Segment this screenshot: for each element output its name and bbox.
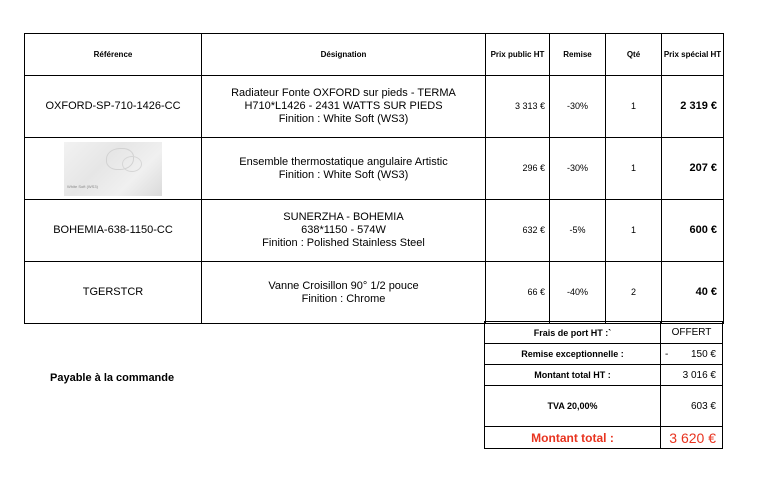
minus-sign: - [665, 348, 669, 360]
designation-line: H710*L1426 - 2431 WATTS SUR PIEDS [244, 100, 443, 112]
reference-cell: OXFORD-SP-710-1426-CC [25, 76, 202, 138]
header-reference: Référence [25, 34, 202, 76]
designation-cell [202, 200, 486, 262]
designation-line: Finition : White Soft (WS3) [278, 113, 409, 125]
public-price-cell: 66 € [486, 262, 550, 324]
header-special-price: Prix spécial HT [662, 34, 724, 76]
designation-line: Vanne Croisillon 90° 1/2 pouce [268, 279, 419, 292]
shipping-row [485, 322, 723, 344]
totals-table [484, 321, 723, 449]
vat-label: TVA 20,00% [485, 386, 661, 427]
special-price-cell: 40 € [662, 262, 724, 324]
table-row [25, 138, 724, 200]
designation-line: Radiateur Fonte OXFORD sur pieds - TERMA [231, 87, 456, 99]
exceptional-discount-row [485, 344, 723, 365]
grand-total-row [485, 427, 723, 449]
qty-cell: 1 [606, 138, 662, 200]
table-row [25, 200, 724, 262]
designation-line: SUNERZHA - BOHEMIA [283, 211, 404, 223]
shipping-label: Frais de port HT :` [485, 322, 661, 344]
designation-cell [202, 262, 486, 324]
grand-total-value: 3 620 € [661, 427, 723, 449]
public-price-cell: 296 € [486, 138, 550, 200]
header-designation: Désignation [202, 34, 486, 76]
quote-table [24, 33, 724, 324]
designation-line: Finition : White Soft (WS3) [278, 168, 409, 181]
product-image [64, 142, 162, 196]
designation-line: Finition : Polished Stainless Steel [262, 237, 425, 249]
public-price-cell: 3 313 € [486, 76, 550, 138]
qty-cell: 2 [606, 262, 662, 324]
designation-line: Ensemble thermostatique angulaire Artistic [239, 155, 448, 168]
payable-note: Payable à la commande [50, 372, 175, 384]
designation-line: 638*1150 - 574W [301, 224, 386, 236]
exceptional-discount-label: Remise exceptionnelle : [485, 344, 661, 365]
header-qty: Qté [606, 34, 662, 76]
vat-row [485, 386, 723, 427]
image-caption: White Soft (WS3) [67, 183, 98, 189]
table-row [25, 262, 724, 324]
designation-cell [202, 76, 486, 138]
reference-cell: TGERSTCR [25, 262, 202, 324]
shipping-value: OFFERT [661, 322, 723, 344]
exceptional-discount-value: 150 € [690, 348, 716, 360]
discount-cell: -30% [550, 138, 606, 200]
header-public-price: Prix public HT [486, 34, 550, 76]
table-row [25, 76, 724, 138]
discount-cell: -40% [550, 262, 606, 324]
discount-cell: -5% [550, 200, 606, 262]
total-ht-value: 3 016 € [661, 365, 723, 386]
special-price-cell: 207 € [662, 138, 724, 200]
special-price-cell: 600 € [662, 200, 724, 262]
vat-value: 603 € [661, 386, 723, 427]
total-ht-row [485, 365, 723, 386]
qty-cell: 1 [606, 76, 662, 138]
qty-cell: 1 [606, 200, 662, 262]
ornament-shape [122, 156, 142, 172]
designation-cell [202, 138, 486, 200]
header-discount: Remise [550, 34, 606, 76]
product-image-cell [25, 138, 202, 200]
exceptional-discount-cell [661, 344, 723, 365]
grand-total-label: Montant total : [485, 427, 661, 449]
discount-cell: -30% [550, 76, 606, 138]
designation-line: Finition : Chrome [301, 292, 386, 305]
special-price-cell: 2 319 € [662, 76, 724, 138]
total-ht-label: Montant total HT : [485, 365, 661, 386]
reference-cell: BOHEMIA-638-1150-CC [25, 200, 202, 262]
public-price-cell: 632 € [486, 200, 550, 262]
table-header-row [25, 34, 724, 76]
